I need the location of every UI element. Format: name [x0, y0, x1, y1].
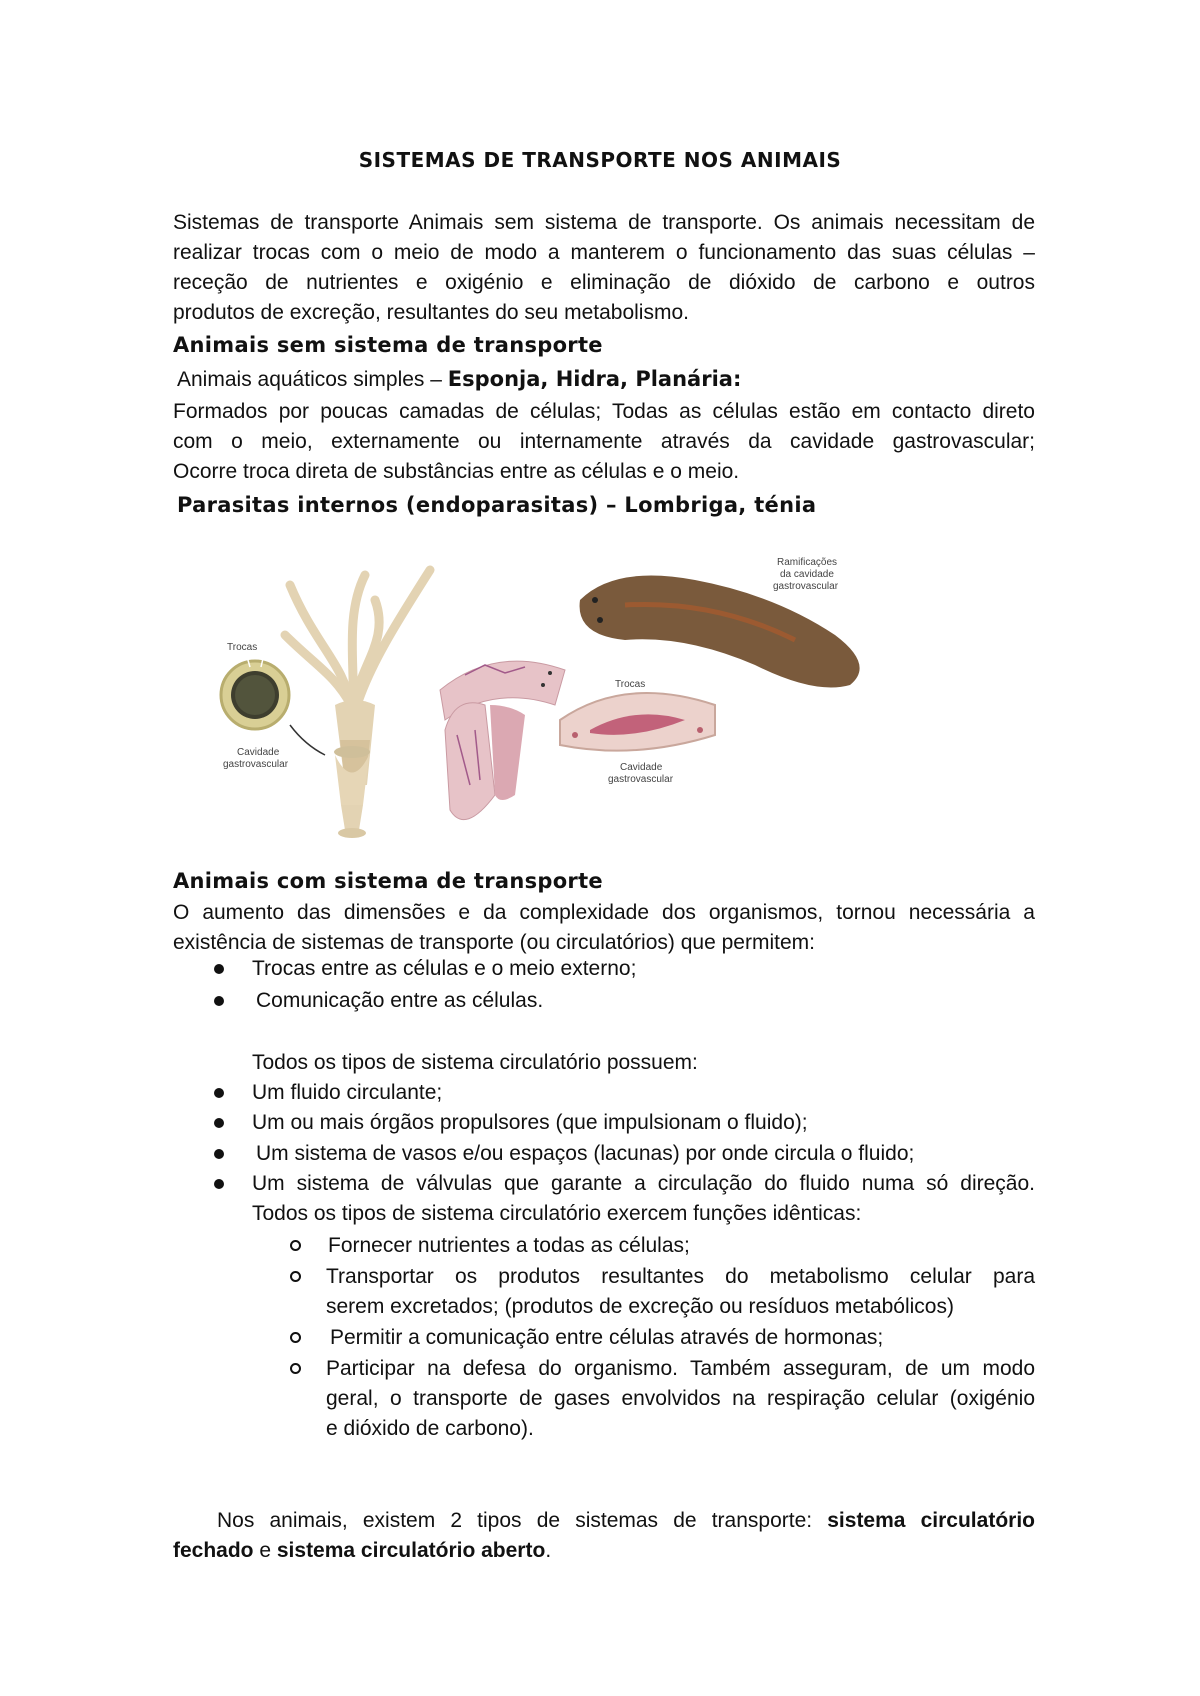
section2-paragraph: [173, 898, 1035, 958]
label-cavidade-left: Cavidade: [237, 747, 280, 758]
aquatic-prefix: Animais aquáticos simples –: [177, 368, 448, 391]
bullet-item: Um sistema de vasos e/ou espaços (lacunas) por onde circula o fluido;: [256, 1142, 915, 1165]
intro-paragraph: [173, 208, 1035, 328]
label-ramif-1: Ramificações: [777, 557, 838, 568]
conclusion-bold-3: sistema circulatório aberto: [276, 1539, 546, 1562]
bullet-dot: [214, 1088, 224, 1098]
function-item-cont: serem excretados; (produtos de excreção ou resíduos metabólicos): [326, 1295, 954, 1318]
organisms-figure: [195, 555, 955, 845]
conclusion-line-1: [217, 1506, 1035, 1536]
section1-paragraph: [173, 397, 1035, 487]
conclusion-bold-1: sistema circulatório: [827, 1509, 1035, 1532]
sub-bullet-ring: [290, 1271, 301, 1282]
function-item: Participar na defesa do organismo. Também asseguram, de um modo: [326, 1357, 1035, 1380]
bullet-item: Um fluido circulante;: [252, 1081, 443, 1104]
bullet-item: Um sistema de válvulas que garante a circulação do fluido numa só direção.: [252, 1172, 1035, 1195]
label-trocas-mid: Trocas: [615, 679, 646, 690]
label-trocas-left: Trocas: [227, 642, 258, 653]
sub-bullet-ring: [290, 1332, 301, 1343]
bullet-dot: [214, 1179, 224, 1189]
aquatic-line: [177, 364, 741, 395]
section2-line: existência de sistemas de transporte (ou circulatórios) que permitem:: [173, 931, 815, 954]
label-gastrovascular-left: gastrovascular: [223, 759, 289, 770]
function-item: Fornecer nutrientes a todas as células;: [328, 1234, 690, 1257]
conclusion-end: .: [545, 1539, 552, 1562]
bullet-item: Um ou mais órgãos propulsores (que impulsionam o fluido);: [252, 1111, 808, 1134]
label-ramif-3: gastrovascular: [773, 581, 839, 592]
intro-line: realizar trocas com o meio de modo a manterem o funcionamento das suas células –: [173, 241, 1035, 264]
conclusion-mid: e: [253, 1539, 277, 1562]
aquatic-examples: Esponja, Hidra, Planária:: [447, 367, 742, 391]
bullet-dot: [214, 996, 224, 1006]
hydra-illustration: [285, 570, 430, 705]
conclusion-bold-2: fechado: [173, 1539, 254, 1562]
function-item-cont: geral, o transporte de gases envolvidos na respiração celular (oxigénio: [326, 1387, 1035, 1410]
planaria-body-illustration: [580, 557, 860, 688]
planaria-cross-section: [560, 679, 715, 785]
parasites-heading: Parasitas internos (endoparasitas) – Lombriga, ténia: [177, 493, 817, 517]
sub-bullet-ring: [290, 1240, 301, 1251]
function-item-cont: e dióxido de carbono).: [326, 1417, 534, 1440]
function-item: Permitir a comunicação entre células através de hormonas;: [330, 1326, 884, 1349]
all-types-intro: Todos os tipos de sistema circulatório possuem:: [252, 1051, 698, 1074]
section-heading-no-transport: Animais sem sistema de transporte: [173, 333, 603, 357]
bullet-dot: [214, 964, 224, 974]
functions-intro: Todos os tipos de sistema circulatório exercem funções idênticas:: [252, 1202, 862, 1225]
bullet-item: Trocas entre as células e o meio externo;: [252, 957, 637, 980]
bullet-dot: [214, 1149, 224, 1159]
bullet-dot: [214, 1118, 224, 1128]
document-title: SISTEMAS DE TRANSPORTE NOS ANIMAIS: [358, 148, 842, 172]
conclusion-line-2: [173, 1536, 551, 1566]
intro-line: Sistemas de transporte Animais sem sistema de transporte. Os animais necessitam de: [173, 211, 1035, 234]
label-cavidade-mid: Cavidade: [620, 762, 663, 773]
section2-line: O aumento das dimensões e da complexidade dos organismos, tornou necessária a: [173, 901, 1035, 924]
intro-line: receção de nutrientes e oxigénio e eliminação de dióxido de carbono e outros: [173, 271, 1035, 294]
sub-bullet-ring: [290, 1363, 301, 1374]
conclusion-prefix: Nos animais, existem 2 tipos de sistemas de transporte:: [217, 1509, 828, 1532]
section1-line: Ocorre troca direta de substâncias entre as células e o meio.: [173, 460, 740, 483]
label-ramif-2: da cavidade: [780, 569, 834, 580]
function-item: Transportar os produtos resultantes do metabolismo celular para: [326, 1265, 1035, 1288]
section1-line: com o meio, externamente ou internamente através da cavidade gastrovascular;: [173, 430, 1035, 453]
label-gastrovascular-mid: gastrovascular: [608, 774, 674, 785]
intro-line: produtos de excreção, resultantes do seu metabolismo.: [173, 301, 689, 324]
planaria-section-illustration: [440, 661, 565, 820]
section-heading-with-transport: Animais com sistema de transporte: [173, 869, 603, 893]
section1-line: Formados por poucas camadas de células; Todas as células estão em contacto direto: [173, 400, 1035, 423]
bullet-item: Comunicação entre as células.: [256, 989, 544, 1012]
